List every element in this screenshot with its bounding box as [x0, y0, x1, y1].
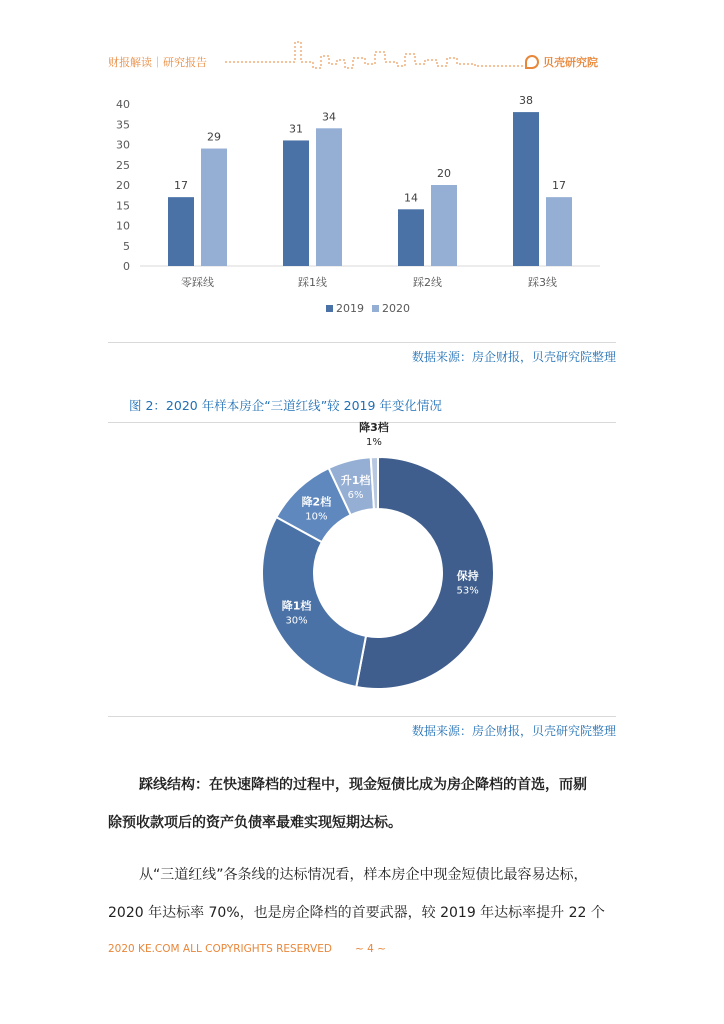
bar-value-label: 20: [437, 167, 451, 180]
x-category-label: 零踩线: [181, 276, 214, 289]
data-source-2: 数据来源：房企财报，贝壳研究院整理: [411, 724, 616, 738]
logo-icon: [525, 55, 539, 69]
slice-label: 升1档: [340, 473, 371, 487]
bar-2019: [513, 112, 539, 266]
paragraph-1-line-1: 踩线结构：在快速降档的过程中，现金短债比成为房企降档的首选，而剔: [139, 777, 587, 793]
slice-label: 降2档: [301, 495, 332, 509]
bar-2020: [201, 149, 227, 266]
bar-value-label: 34: [322, 110, 336, 124]
divider: [108, 716, 616, 717]
bar-value-label: 17: [174, 179, 188, 193]
bar-value-label: 31: [289, 122, 303, 136]
paragraph-2-line-2: 2020 年达标率 70%，也是房企降档的首要武器，较 2019 年达标率提升 22 个: [108, 905, 605, 921]
skyline-decoration: [225, 38, 525, 78]
slice-label: 保持: [456, 569, 479, 583]
bar-value-label: 38: [519, 94, 533, 108]
y-tick-label: 15: [116, 199, 130, 213]
bar-2019: [168, 197, 194, 266]
slice-percent: 30%: [285, 615, 308, 627]
legend-swatch: [372, 305, 379, 312]
bar-2020: [316, 128, 342, 266]
slice-percent: 53%: [456, 585, 479, 597]
y-tick-label: 0: [123, 260, 130, 273]
bar-2020: [546, 197, 572, 266]
y-tick-label: 30: [116, 138, 130, 152]
donut-slice: [262, 517, 366, 687]
slice-label: 降1档: [281, 599, 312, 613]
slice-percent: 10%: [305, 511, 328, 523]
paragraph-1-line-2: 除预收款项后的资产负债率最难实现短期达标。: [108, 815, 402, 831]
figure-2-title: 图 2：2020 年样本房企“三道红线”较 2019 年变化情况: [129, 398, 442, 413]
data-source-1: 数据来源：房企财报，贝壳研究院整理: [411, 350, 616, 364]
brand-logo: [525, 54, 598, 70]
slice-label: 降3档: [359, 421, 389, 435]
donut-chart: [108, 421, 616, 710]
bar-2019: [398, 209, 424, 266]
logo-text: 贝壳研究院: [543, 56, 598, 69]
bar-value-label: 17: [552, 179, 566, 193]
legend-swatch: [326, 305, 333, 312]
divider: [108, 342, 616, 343]
bar-value-label: 14: [404, 191, 418, 205]
x-category-label: 踩2线: [413, 276, 442, 289]
bar-2020: [431, 185, 457, 266]
slice-percent: 1%: [365, 437, 382, 449]
y-tick-label: 20: [116, 179, 130, 192]
x-category-label: 踩3线: [528, 276, 557, 289]
footer-copyright: 2020 KE.COM ALL COPYRIGHTS RESERVED: [108, 943, 332, 955]
legend-label: 2019: [336, 302, 364, 315]
bar-2019: [283, 140, 309, 266]
legend-label: 2020: [382, 302, 410, 315]
y-tick-label: 10: [116, 219, 130, 233]
y-tick-label: 25: [116, 158, 130, 172]
y-tick-label: 35: [116, 118, 130, 132]
bar-chart: [108, 88, 616, 328]
y-tick-label: 5: [123, 239, 130, 253]
footer-page-number: ~ 4 ~: [355, 943, 386, 955]
slice-percent: 6%: [347, 489, 364, 501]
bar-value-label: 29: [207, 130, 221, 144]
header-left-text: 财报解读｜研究报告: [108, 56, 207, 69]
paragraph-2-line-1: 从“三道红线”各条线的达标情况看，样本房企中现金短债比最容易达标，: [139, 867, 588, 883]
x-category-label: 踩1线: [298, 276, 327, 289]
y-tick-label: 40: [116, 98, 130, 111]
